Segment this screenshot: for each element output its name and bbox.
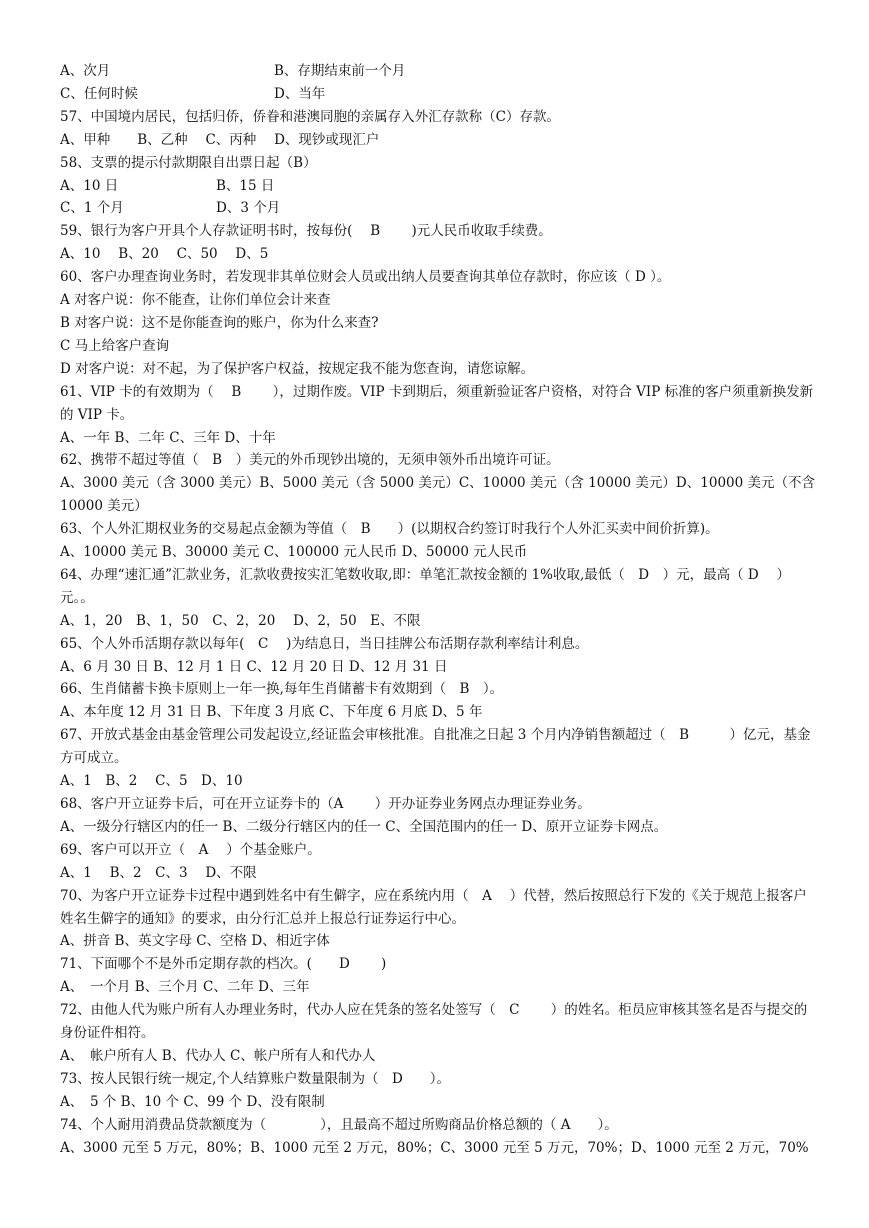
text-line: 59、银行为客户开具个人存款证明书时，按每份( B )元人民币收取手续费。 bbox=[60, 223, 552, 240]
text-line: A、 5 个 B、10 个 C、99 个 D、没有限制 bbox=[60, 1093, 325, 1110]
text-line: A、1，20 B、1，50 C、2，20 D、2，50 E、不限 bbox=[60, 612, 421, 629]
text-line: A、 一个月 B、三个月 C、二年 D、三年 bbox=[60, 979, 310, 996]
text-line: 66、生肖储蓄卡换卡原则上一年一换,每年生肖储蓄卡有效期到（ B ）。 bbox=[60, 681, 504, 698]
text-line: 69、客户可以开立（ A ）个基金账户。 bbox=[60, 841, 321, 858]
text-line: A、3000 元至 5 万元，80%；B、1000 元至 2 万元，80%；C、3000 元至 5 万元，70%；D、1000 元至 2 万元，70% bbox=[60, 1139, 809, 1156]
option-left: C、1 个月 bbox=[60, 200, 124, 217]
text-line: 68、客户开立证券卡后，可在开立证券卡的（A ）开办证券业务网点办理证券业务。 bbox=[60, 796, 591, 812]
option-left: C、任何时候 bbox=[60, 85, 138, 102]
text-line: 63、个人外汇期权业务的交易起点金额为等值（ B ）(以期权合约签订时我行个人外汇买卖中间价折算)。 bbox=[60, 521, 719, 538]
option-right: B、15 日 bbox=[216, 177, 275, 194]
text-line: 64、办理“速汇通”汇款业务，汇款收费按实汇笔数收取,即：单笔汇款按金额的 1%收取,最低（ D ）元，最高（ D ）元。。 bbox=[60, 566, 791, 606]
text-line: A、6 月 30 日 B、12 月 1 日 C、12 月 20 日 D、12 月 31 日 bbox=[60, 658, 448, 675]
text-line: 61、VIP 卡的有效期为（ B ），过期作废。VIP 卡到期后，须重新验证客户资格，对符合 VIP 标准的客户须重新换发新的 VIP 卡。 bbox=[60, 383, 814, 423]
text-line: 70、为客户开立证券卡过程中遇到姓名中有生僻字，应在系统内用（ A ）代替，然后按照总行下发的《关于规范上报客户姓名生僻字的通知》的要求，由分行汇总并上报总行证券运行中心。 bbox=[60, 887, 807, 927]
text-line: A、拼音 B、英文字母 C、空格 D、相近字体 bbox=[60, 933, 330, 950]
text-line: A、10000 美元 B、30000 美元 C、100000 元人民币 D、50000 元人民币 bbox=[60, 544, 528, 561]
text-line: A、一级分行辖区内的任一 B、二级分行辖区内的任一 C、全国范围内的任一 D、原开立证券卡网点。 bbox=[60, 818, 668, 835]
text-line: A、本年度 12 月 31 日 B、下年度 3 月底 C、下年度 6 月底 D、5 年 bbox=[60, 704, 483, 721]
text-line: 60、客户办理查询业务时，若发现非其单位财会人员或出纳人员要查询其单位存款时，你应该（ D ）。 bbox=[60, 269, 671, 286]
text-line: A、甲种 B、乙种 C、丙种 D、现钞或现汇户 bbox=[60, 131, 380, 148]
text-line: 72、由他人代为账户所有人办理业务时，代办人应在凭条的签名处签写（ C ）的姓名。柜员应审核其签名是否与提交的身份证件相符。 bbox=[60, 1002, 808, 1042]
option-left: A、10 日 bbox=[60, 177, 119, 194]
text-line: 58、支票的提示付款期限自出票日起（B） bbox=[60, 154, 317, 171]
option-right: B、存期结束前一个月 bbox=[274, 63, 406, 79]
text-line: 67、开放式基金由基金管理公司发起设立,经证监会审核批准。自批准之日起 3 个月内净销售额超过（ B ）亿元，基金方可成立。 bbox=[60, 727, 811, 767]
text-line: A、1 B、2 C、5 D、10 bbox=[60, 773, 243, 790]
text-line: B 对客户说：这不是你能查询的账户，你为什么来查? bbox=[60, 314, 379, 331]
text-line: A、10 B、20 C、50 D、5 bbox=[60, 246, 269, 263]
text-line: 73、按人民银行统一规定,个人结算账户数量限制为（ D ）。 bbox=[60, 1070, 451, 1087]
text-line: 62、携带不超过等值（ B ）美元的外币现钞出境的，无须申领外币出境许可证。 bbox=[60, 452, 560, 469]
option-left: A、次月 bbox=[60, 63, 111, 79]
text-line: 74、个人耐用消费品贷款额度为（ ），且最高不超过所购商品价格总额的（ A ）。 bbox=[60, 1116, 618, 1133]
option-right: D、当年 bbox=[274, 85, 326, 102]
option-row bbox=[60, 60, 820, 83]
text-line: A 对客户说：你不能查，让你们单位会计来查 bbox=[60, 292, 331, 309]
option-row bbox=[60, 197, 820, 220]
text-line: A、一年 B、二年 C、三年 D、十年 bbox=[60, 429, 276, 446]
text-line: A、 帐户所有人 B、代办人 C、帐户所有人和代办人 bbox=[60, 1047, 376, 1064]
option-right: D、3 个月 bbox=[216, 200, 281, 217]
option-row bbox=[60, 83, 820, 106]
text-line: A、3000 美元（含 3000 美元）B、5000 美元（含 5000 美元）C、10000 美元（含 10000 美元）D、10000 美元（不含 10000 美元） bbox=[60, 475, 815, 515]
text-line: C 马上给客户查询 bbox=[60, 337, 170, 354]
text-line: A、1 B、2 C、3 D、不限 bbox=[60, 864, 257, 881]
text-line: 65、个人外币活期存款以每年( C )为结息日，当日挂牌公布活期存款利率结计利息。 bbox=[60, 635, 589, 652]
text-line: 71、下面哪个不是外币定期存款的档次。( D ) bbox=[60, 956, 387, 973]
document-page bbox=[60, 60, 820, 1160]
text-line: D 对客户说：对不起，为了保护客户权益，按规定我不能为您查询，请您谅解。 bbox=[60, 360, 535, 377]
text-line: 57、中国境内居民，包括归侨，侨眷和港澳同胞的亲属存入外汇存款称（C）存款。 bbox=[60, 108, 561, 125]
option-row bbox=[60, 175, 820, 198]
